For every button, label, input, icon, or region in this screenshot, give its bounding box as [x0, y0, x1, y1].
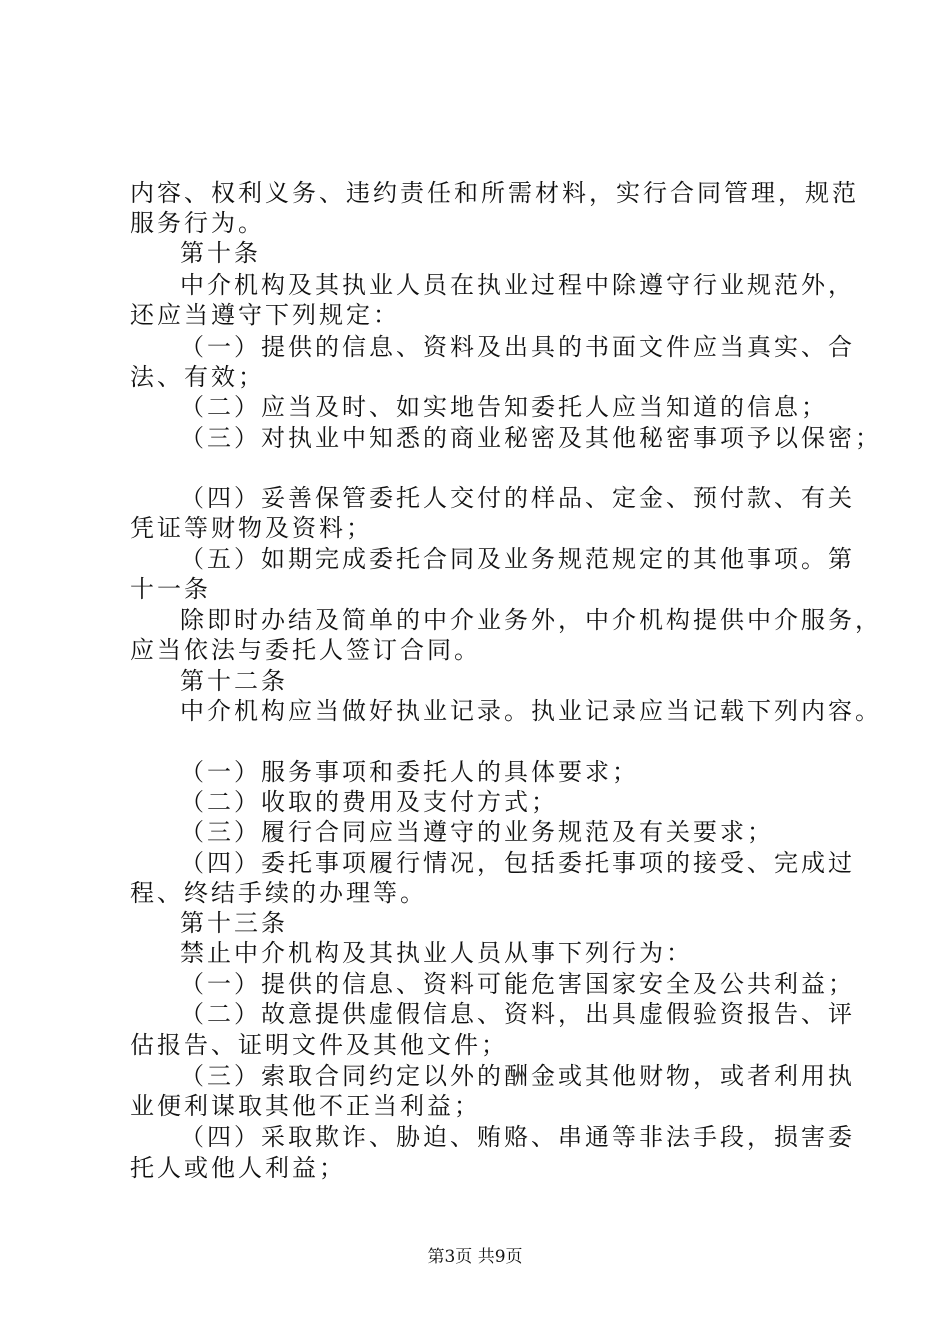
- text-line: 禁止中介机构及其执业人员从事下列行为：: [180, 939, 693, 967]
- list-item: （四）采取欺诈、胁迫、贿赂、串通等非法手段，损害委: [180, 1123, 855, 1151]
- article-heading: 第十三条: [180, 909, 288, 937]
- list-item: （二）收取的费用及支付方式；: [180, 788, 558, 816]
- text-line: 凭证等财物及资料；: [130, 514, 373, 542]
- list-item: （二）故意提供虚假信息、资料，出具虚假验资报告、评: [180, 1000, 855, 1028]
- list-item: （一）服务事项和委托人的具体要求；: [180, 758, 639, 786]
- list-item: （三）履行合同应当遵守的业务规范及有关要求；: [180, 818, 774, 846]
- text-line: 中介机构应当做好执业记录。执业记录应当记载下列内容。: [180, 697, 882, 725]
- list-item: （二）应当及时、如实地告知委托人应当知道的信息；: [180, 393, 828, 421]
- list-item: （四）委托事项履行情况，包括委托事项的接受、完成过: [180, 849, 855, 877]
- list-item: （四）妥善保管委托人交付的样品、定金、预付款、有关: [180, 484, 855, 512]
- text-line: 内容、权利义务、违约责任和所需材料，实行合同管理，规范: [130, 179, 859, 207]
- text-line: 业便利谋取其他不正当利益；: [130, 1092, 481, 1120]
- text-line: 托人或他人利益；: [130, 1154, 346, 1182]
- list-item: （五）如期完成委托合同及业务规范规定的其他事项。第: [180, 545, 855, 573]
- text-line: 服务行为。: [130, 209, 265, 237]
- text-line: 除即时办结及简单的中介业务外，中介机构提供中介服务，: [180, 606, 882, 634]
- text-line: 程、终结手续的办理等。: [130, 879, 427, 907]
- text-line: 中介机构及其执业人员在执业过程中除遵守行业规范外，: [180, 271, 855, 299]
- text-line: 还应当遵守下列规定：: [130, 301, 400, 329]
- text-line: 法、有效；: [130, 363, 265, 391]
- article-heading: 十一条: [130, 575, 211, 603]
- text-line: 估报告、证明文件及其他文件；: [130, 1031, 508, 1059]
- article-heading: 第十条: [180, 239, 261, 267]
- page-footer: 第3页 共9页: [427, 1247, 523, 1267]
- list-item: （三）对执业中知悉的商业秘密及其他秘密事项予以保密；: [180, 424, 882, 452]
- article-heading: 第十二条: [180, 667, 288, 695]
- list-item: （一）提供的信息、资料可能危害国家安全及公共利益；: [180, 970, 855, 998]
- list-item: （一）提供的信息、资料及出具的书面文件应当真实、合: [180, 333, 855, 361]
- list-item: （三）索取合同约定以外的酬金或其他财物，或者利用执: [180, 1062, 855, 1090]
- text-line: 应当依法与委托人签订合同。: [130, 636, 481, 664]
